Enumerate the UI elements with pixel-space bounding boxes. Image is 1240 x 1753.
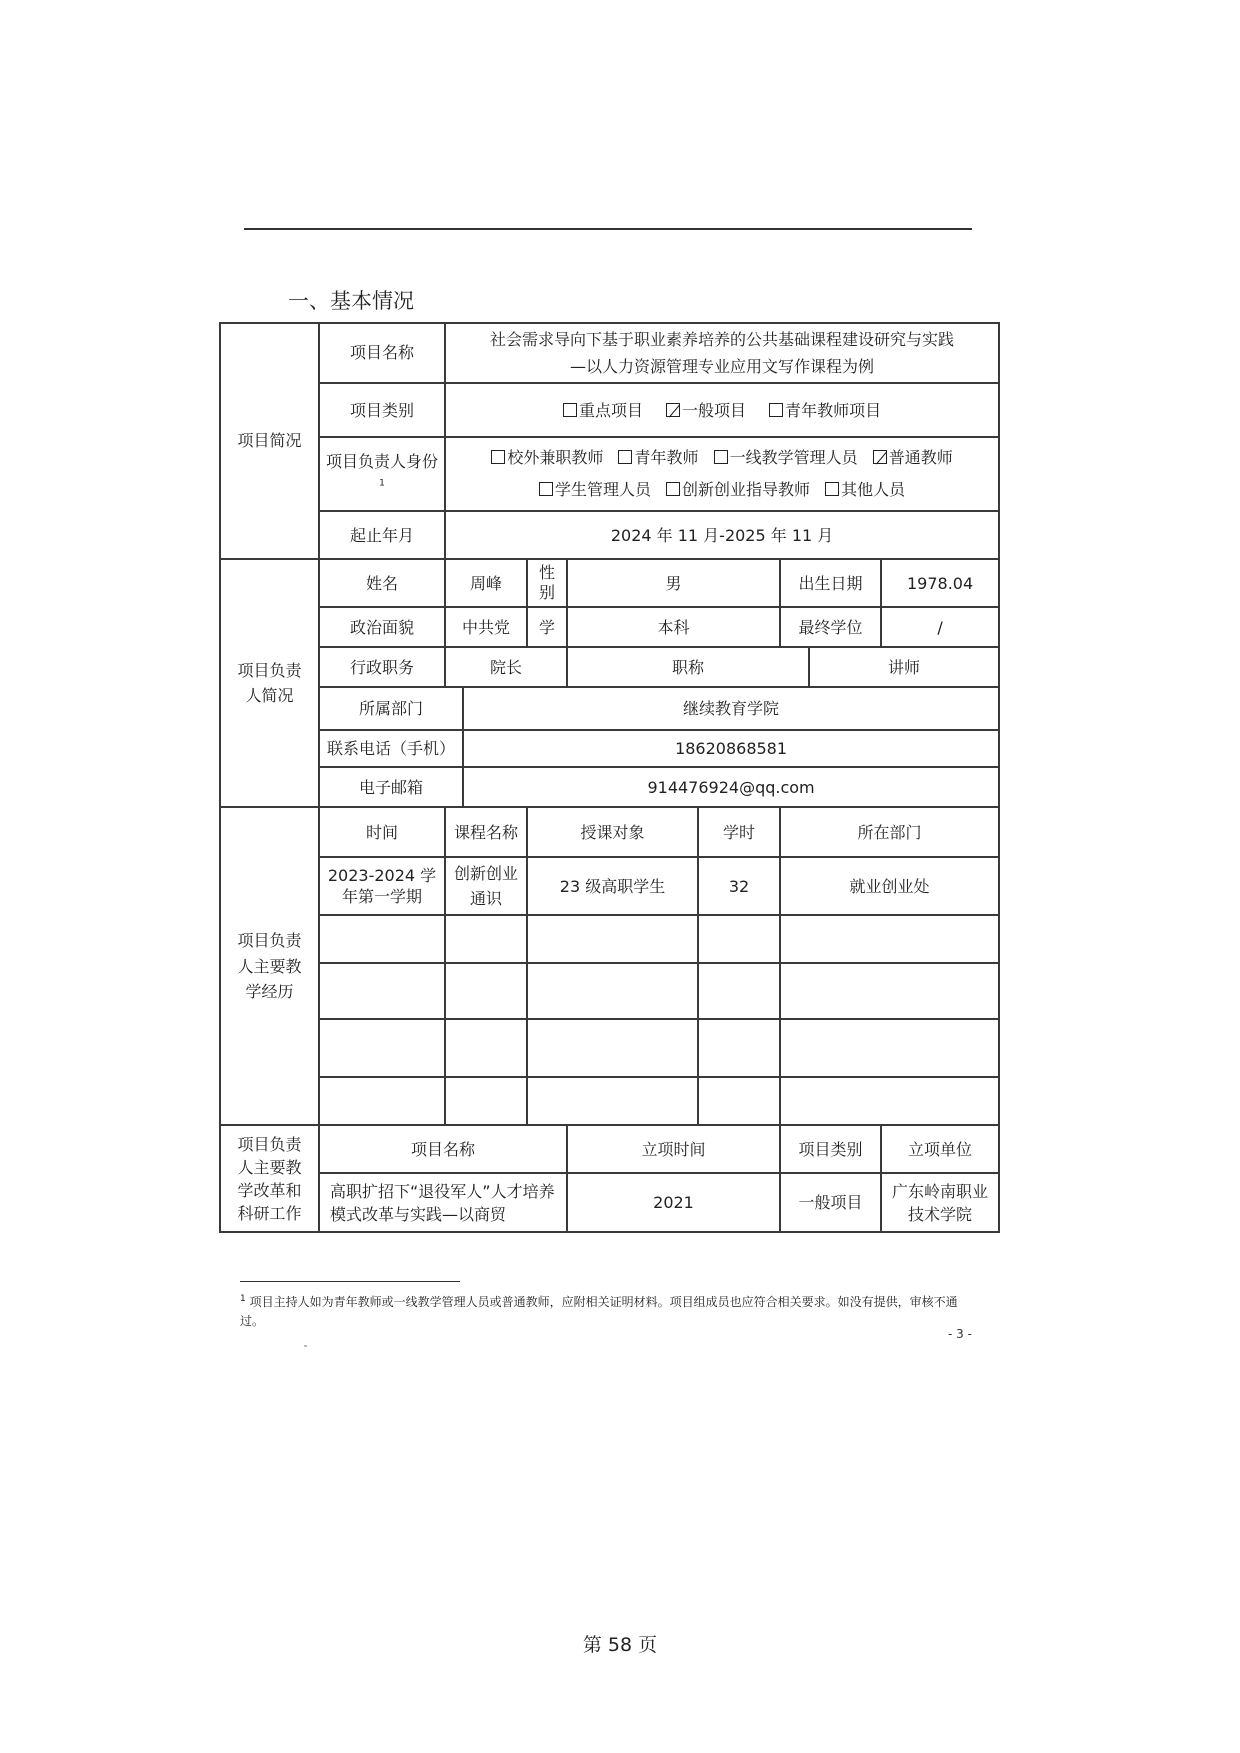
- table-row: [220, 915, 999, 963]
- teaching-cell-hours: [698, 963, 780, 1019]
- teaching-cell-time: [319, 1019, 445, 1077]
- section-label-research: 项目负责人主要教学改革和科研工作: [220, 1125, 319, 1232]
- teaching-cell-hours: [698, 1019, 780, 1077]
- teaching-cell-audience: [527, 963, 698, 1019]
- admin-position-label: 行政职务: [319, 647, 445, 687]
- checkbox-icon: [563, 403, 577, 417]
- teaching-cell-audience: [527, 1077, 698, 1125]
- identity-option-part-time[interactable]: 校外兼职教师: [491, 442, 603, 474]
- political-value: 中共党: [445, 607, 527, 647]
- project-name-label: 项目名称: [319, 323, 445, 383]
- teaching-cell-course: [445, 963, 527, 1019]
- identity-option-innovation[interactable]: 创新创业指导教师: [666, 474, 810, 506]
- identity-option-other[interactable]: 其他人员: [825, 474, 905, 506]
- footnote-text: 项目主持人如为青年教师或一线教学管理人员或普通教师，应附相关证明材料。项目组成员也应符合相关要求。如没有提供，审核不通过。: [240, 1295, 958, 1329]
- section-label-teaching: 项目负责人主要教学经历: [220, 807, 319, 1125]
- category-option-general[interactable]: 一般项目: [666, 398, 746, 424]
- phone-label: 联系电话（手机）: [319, 730, 463, 767]
- research-header-category: 项目类别: [780, 1125, 881, 1173]
- birth-label: 出生日期: [780, 559, 881, 607]
- education-label: 学: [527, 607, 567, 647]
- research-header-date: 立项时间: [567, 1125, 780, 1173]
- teaching-cell-course: 创新创业通识: [445, 857, 527, 915]
- teaching-header-dept: 所在部门: [780, 807, 999, 857]
- teaching-cell-course: [445, 1019, 527, 1077]
- footnote: [240, 1292, 980, 1331]
- teaching-cell-audience: 23 级高职学生: [527, 857, 698, 915]
- gender-label: 性别: [527, 559, 567, 607]
- teaching-cell-hours: 32: [698, 857, 780, 915]
- table-row: [220, 857, 999, 915]
- checkbox-icon: [539, 482, 553, 496]
- table-row: [220, 1019, 999, 1077]
- teaching-header-time: 时间: [319, 807, 445, 857]
- phone-value: 18620868581: [463, 730, 999, 767]
- email-label: 电子邮箱: [319, 767, 463, 807]
- project-name-line1: 社会需求导向下基于职业素养培养的公共基础课程建设研究与实践: [490, 330, 955, 349]
- research-header-name: 项目名称: [319, 1125, 567, 1173]
- teaching-cell-dept: [780, 915, 999, 963]
- period-label: 起止年月: [319, 511, 445, 559]
- category-option-young-teacher[interactable]: 青年教师项目: [769, 398, 881, 424]
- project-category-options: [445, 383, 999, 437]
- scan-mark: [304, 1345, 307, 1347]
- degree-value: /: [881, 607, 999, 647]
- table-row: [220, 963, 999, 1019]
- professional-title-value: 讲师: [809, 647, 999, 687]
- project-name-line2: —以人力资源管理专业应用文写作课程为例: [570, 357, 875, 377]
- checkbox-icon: [666, 482, 680, 496]
- name-label: 姓名: [319, 559, 445, 607]
- section-title: 一、基本情况: [288, 289, 414, 313]
- teaching-header-hours: 学时: [698, 807, 780, 857]
- identity-option-admin[interactable]: 一线教学管理人员: [714, 442, 858, 474]
- admin-position-value: 院长: [445, 647, 567, 687]
- section-label-overview: 项目简况: [220, 323, 319, 559]
- teaching-cell-time: [319, 963, 445, 1019]
- teaching-cell-time: [319, 1077, 445, 1125]
- birth-value: 1978.04: [881, 559, 999, 607]
- education-value: 本科: [567, 607, 780, 647]
- teaching-cell-hours: [698, 915, 780, 963]
- teaching-cell-course: [445, 1077, 527, 1125]
- teaching-cell-dept: 就业创业处: [780, 857, 999, 915]
- teaching-cell-time: 2023-2024 学年第一学期: [319, 857, 445, 915]
- checkbox-icon: [769, 403, 783, 417]
- teaching-header-course: 课程名称: [445, 807, 527, 857]
- degree-label: 最终学位: [780, 607, 881, 647]
- checkbox-icon: [714, 450, 728, 464]
- political-label: 政治面貌: [319, 607, 445, 647]
- identity-option-student-affairs[interactable]: 学生管理人员: [539, 474, 651, 506]
- gender-value: 男: [567, 559, 780, 607]
- teaching-cell-dept: [780, 1077, 999, 1125]
- project-name-value: [445, 323, 999, 383]
- professional-title-label: 职称: [567, 647, 809, 687]
- teaching-cell-time: [319, 915, 445, 963]
- teaching-cell-dept: [780, 963, 999, 1019]
- project-category-label: 项目类别: [319, 383, 445, 437]
- department-label: 所属部门: [319, 687, 463, 730]
- teaching-cell-course: [445, 915, 527, 963]
- basic-info-table: [219, 322, 1000, 1233]
- period-value: 2024 年 11 月-2025 年 11 月: [445, 511, 999, 559]
- footnote-rule: [240, 1281, 460, 1282]
- checkbox-icon: [491, 450, 505, 464]
- research-cell-date: 2021: [567, 1173, 780, 1232]
- header-rule: [244, 228, 972, 230]
- research-cell-unit: 广东岭南职业技术学院: [881, 1173, 999, 1232]
- table-row: [220, 1077, 999, 1125]
- page-number: 第 58 页: [582, 1634, 658, 1656]
- identity-option-young[interactable]: 青年教师: [618, 442, 698, 474]
- checkbox-icon: [825, 482, 839, 496]
- identity-option-regular[interactable]: 普通教师: [873, 442, 953, 474]
- inner-page-number: - 3 -: [948, 1327, 972, 1341]
- name-value: 周峰: [445, 559, 527, 607]
- teaching-cell-audience: [527, 915, 698, 963]
- research-cell-name: 高职扩招下“退役军人”人才培养模式改革与实践—以商贸: [319, 1173, 567, 1232]
- category-option-key[interactable]: 重点项目: [563, 398, 643, 424]
- research-cell-category: 一般项目: [780, 1173, 881, 1232]
- leader-identity-label: 项目负责人身份$^1$: [319, 437, 445, 511]
- checkbox-icon: [618, 450, 632, 464]
- checkbox-checked-icon: [666, 403, 680, 417]
- footnote-marker: 1: [240, 1294, 246, 1304]
- table-row: [220, 1173, 999, 1232]
- leader-identity-options: [445, 437, 999, 511]
- department-value: 继续教育学院: [463, 687, 999, 730]
- research-header-unit: 立项单位: [881, 1125, 999, 1173]
- teaching-cell-dept: [780, 1019, 999, 1077]
- checkbox-checked-icon: [873, 450, 887, 464]
- section-label-leader: 项目负责人简况: [220, 559, 319, 807]
- teaching-cell-hours: [698, 1077, 780, 1125]
- teaching-cell-audience: [527, 1019, 698, 1077]
- email-value: 914476924@qq.com: [463, 767, 999, 807]
- teaching-header-audience: 授课对象: [527, 807, 698, 857]
